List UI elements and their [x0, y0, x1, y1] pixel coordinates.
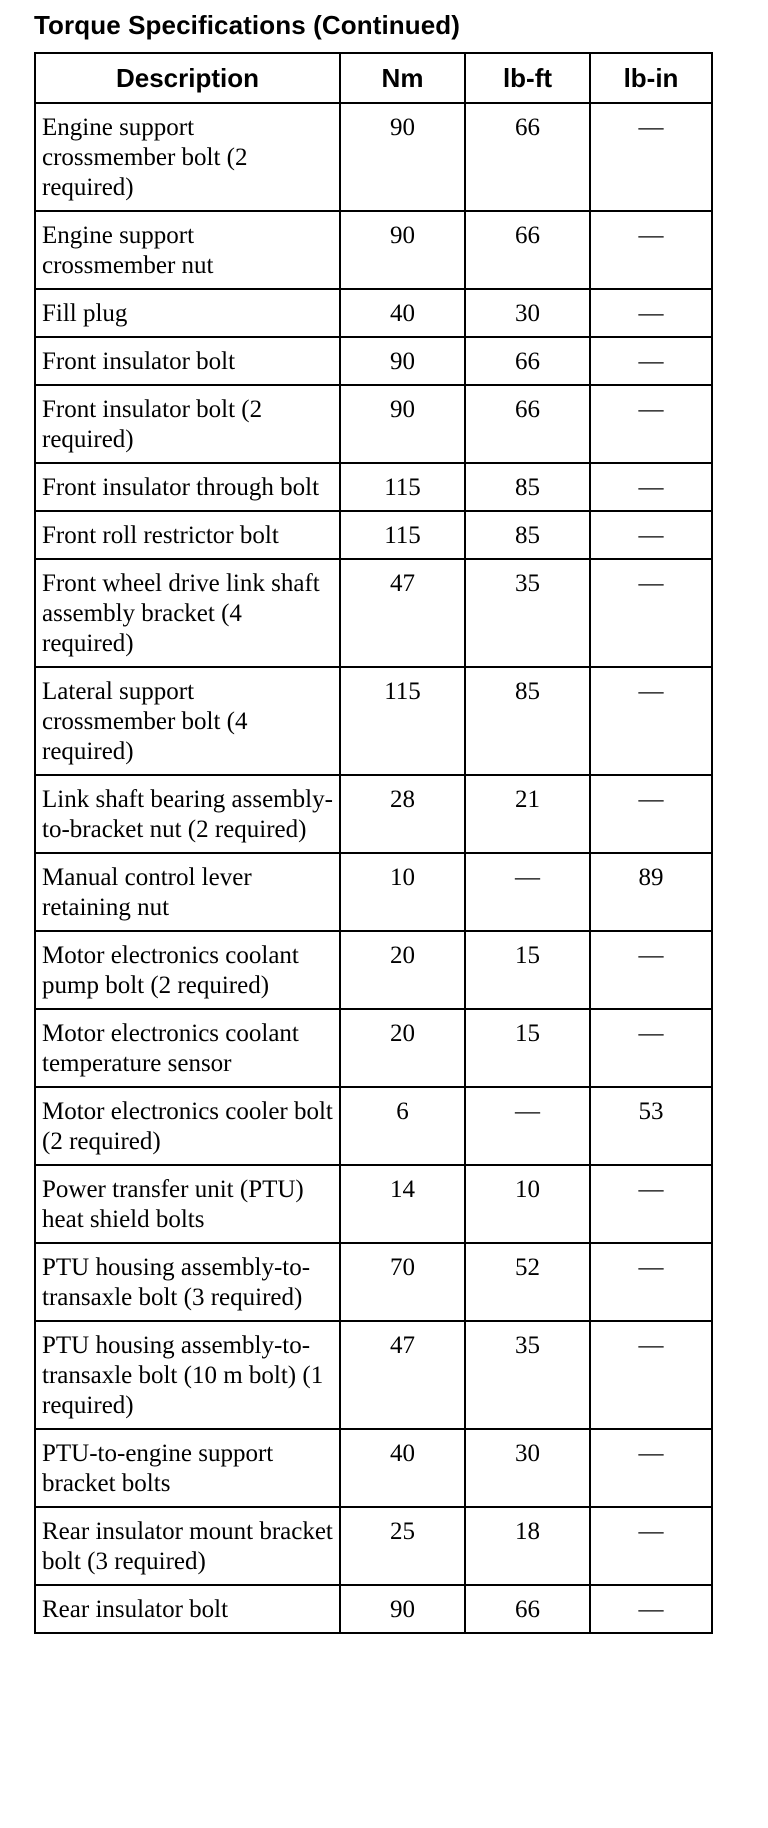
lb-in-cell: —	[590, 337, 712, 385]
lb-in-cell: —	[590, 211, 712, 289]
description-cell: Rear insulator mount bracket bolt (3 required)	[35, 1507, 340, 1585]
lb-ft-cell: 18	[465, 1507, 590, 1585]
table-row	[35, 511, 712, 559]
column-header-nm: Nm	[340, 53, 465, 103]
table-row	[35, 559, 712, 667]
nm-cell: 20	[340, 931, 465, 1009]
description-cell: Motor electronics coolant pump bolt (2 required)	[35, 931, 340, 1009]
table-row	[35, 211, 712, 289]
lb-ft-cell: 30	[465, 1429, 590, 1507]
description-cell: Fill plug	[35, 289, 340, 337]
column-header-lb-ft: lb-ft	[465, 53, 590, 103]
lb-ft-cell: 52	[465, 1243, 590, 1321]
lb-in-cell: 53	[590, 1087, 712, 1165]
nm-cell: 115	[340, 667, 465, 775]
table-row	[35, 1009, 712, 1087]
nm-cell: 115	[340, 511, 465, 559]
table-row	[35, 1321, 712, 1429]
description-cell: Rear insulator bolt	[35, 1585, 340, 1633]
table-row	[35, 853, 712, 931]
lb-in-cell: —	[590, 289, 712, 337]
torque-spec-table	[34, 52, 713, 1634]
nm-cell: 40	[340, 289, 465, 337]
lb-ft-cell: 35	[465, 1321, 590, 1429]
table-header-row	[35, 53, 712, 103]
table-row	[35, 1243, 712, 1321]
nm-cell: 25	[340, 1507, 465, 1585]
nm-cell: 28	[340, 775, 465, 853]
lb-ft-cell: —	[465, 1087, 590, 1165]
table-row	[35, 103, 712, 211]
table-row	[35, 1585, 712, 1633]
nm-cell: 90	[340, 103, 465, 211]
lb-in-cell: —	[590, 1321, 712, 1429]
lb-in-cell: —	[590, 1507, 712, 1585]
lb-ft-cell: 21	[465, 775, 590, 853]
lb-ft-cell: 66	[465, 211, 590, 289]
nm-cell: 40	[340, 1429, 465, 1507]
description-cell: Front insulator through bolt	[35, 463, 340, 511]
lb-ft-cell: 85	[465, 511, 590, 559]
nm-cell: 90	[340, 385, 465, 463]
lb-ft-cell: 85	[465, 667, 590, 775]
lb-in-cell: —	[590, 1009, 712, 1087]
lb-ft-cell: 35	[465, 559, 590, 667]
description-cell: PTU housing assembly-to-transaxle bolt (10 m bolt) (1 required)	[35, 1321, 340, 1429]
lb-in-cell: —	[590, 775, 712, 853]
description-cell: Motor electronics cooler bolt (2 required)	[35, 1087, 340, 1165]
description-cell: Front insulator bolt	[35, 337, 340, 385]
lb-in-cell: —	[590, 559, 712, 667]
nm-cell: 20	[340, 1009, 465, 1087]
description-cell: Power transfer unit (PTU) heat shield bolts	[35, 1165, 340, 1243]
nm-cell: 70	[340, 1243, 465, 1321]
lb-in-cell: —	[590, 385, 712, 463]
lb-in-cell: 89	[590, 853, 712, 931]
description-cell: Front insulator bolt (2 required)	[35, 385, 340, 463]
lb-in-cell: —	[590, 1585, 712, 1633]
lb-in-cell: —	[590, 511, 712, 559]
lb-ft-cell: 66	[465, 385, 590, 463]
lb-ft-cell: 66	[465, 1585, 590, 1633]
lb-ft-cell: 15	[465, 931, 590, 1009]
nm-cell: 90	[340, 211, 465, 289]
table-row	[35, 385, 712, 463]
description-cell: Engine support crossmember nut	[35, 211, 340, 289]
lb-in-cell: —	[590, 463, 712, 511]
description-cell: Motor electronics coolant temperature sensor	[35, 1009, 340, 1087]
lb-ft-cell: 85	[465, 463, 590, 511]
description-cell: Lateral support crossmember bolt (4 required)	[35, 667, 340, 775]
nm-cell: 10	[340, 853, 465, 931]
table-row	[35, 931, 712, 1009]
lb-ft-cell: 30	[465, 289, 590, 337]
lb-ft-cell: 10	[465, 1165, 590, 1243]
nm-cell: 47	[340, 1321, 465, 1429]
description-cell: PTU-to-engine support bracket bolts	[35, 1429, 340, 1507]
table-row	[35, 1507, 712, 1585]
table-row	[35, 775, 712, 853]
description-cell: Front wheel drive link shaft assembly bracket (4 required)	[35, 559, 340, 667]
nm-cell: 90	[340, 1585, 465, 1633]
lb-ft-cell: —	[465, 853, 590, 931]
column-header-description: Description	[35, 53, 340, 103]
table-row	[35, 1429, 712, 1507]
table-row	[35, 463, 712, 511]
table-row	[35, 289, 712, 337]
description-cell: PTU housing assembly-to-transaxle bolt (3 required)	[35, 1243, 340, 1321]
nm-cell: 90	[340, 337, 465, 385]
description-cell: Front roll restrictor bolt	[35, 511, 340, 559]
lb-ft-cell: 66	[465, 103, 590, 211]
nm-cell: 6	[340, 1087, 465, 1165]
nm-cell: 47	[340, 559, 465, 667]
table-row	[35, 337, 712, 385]
lb-in-cell: —	[590, 667, 712, 775]
lb-ft-cell: 66	[465, 337, 590, 385]
table-row	[35, 1087, 712, 1165]
lb-in-cell: —	[590, 1243, 712, 1321]
lb-in-cell: —	[590, 103, 712, 211]
table-body	[35, 103, 712, 1633]
nm-cell: 14	[340, 1165, 465, 1243]
description-cell: Manual control lever retaining nut	[35, 853, 340, 931]
table-row	[35, 1165, 712, 1243]
lb-in-cell: —	[590, 1429, 712, 1507]
column-header-lb-in: lb-in	[590, 53, 712, 103]
lb-ft-cell: 15	[465, 1009, 590, 1087]
lb-in-cell: —	[590, 931, 712, 1009]
nm-cell: 115	[340, 463, 465, 511]
page-title: Torque Specifications (Continued)	[34, 10, 461, 40]
table-row	[35, 667, 712, 775]
description-cell: Engine support crossmember bolt (2 required)	[35, 103, 340, 211]
lb-in-cell: —	[590, 1165, 712, 1243]
description-cell: Link shaft bearing assembly-to-bracket nut (2 required)	[35, 775, 340, 853]
